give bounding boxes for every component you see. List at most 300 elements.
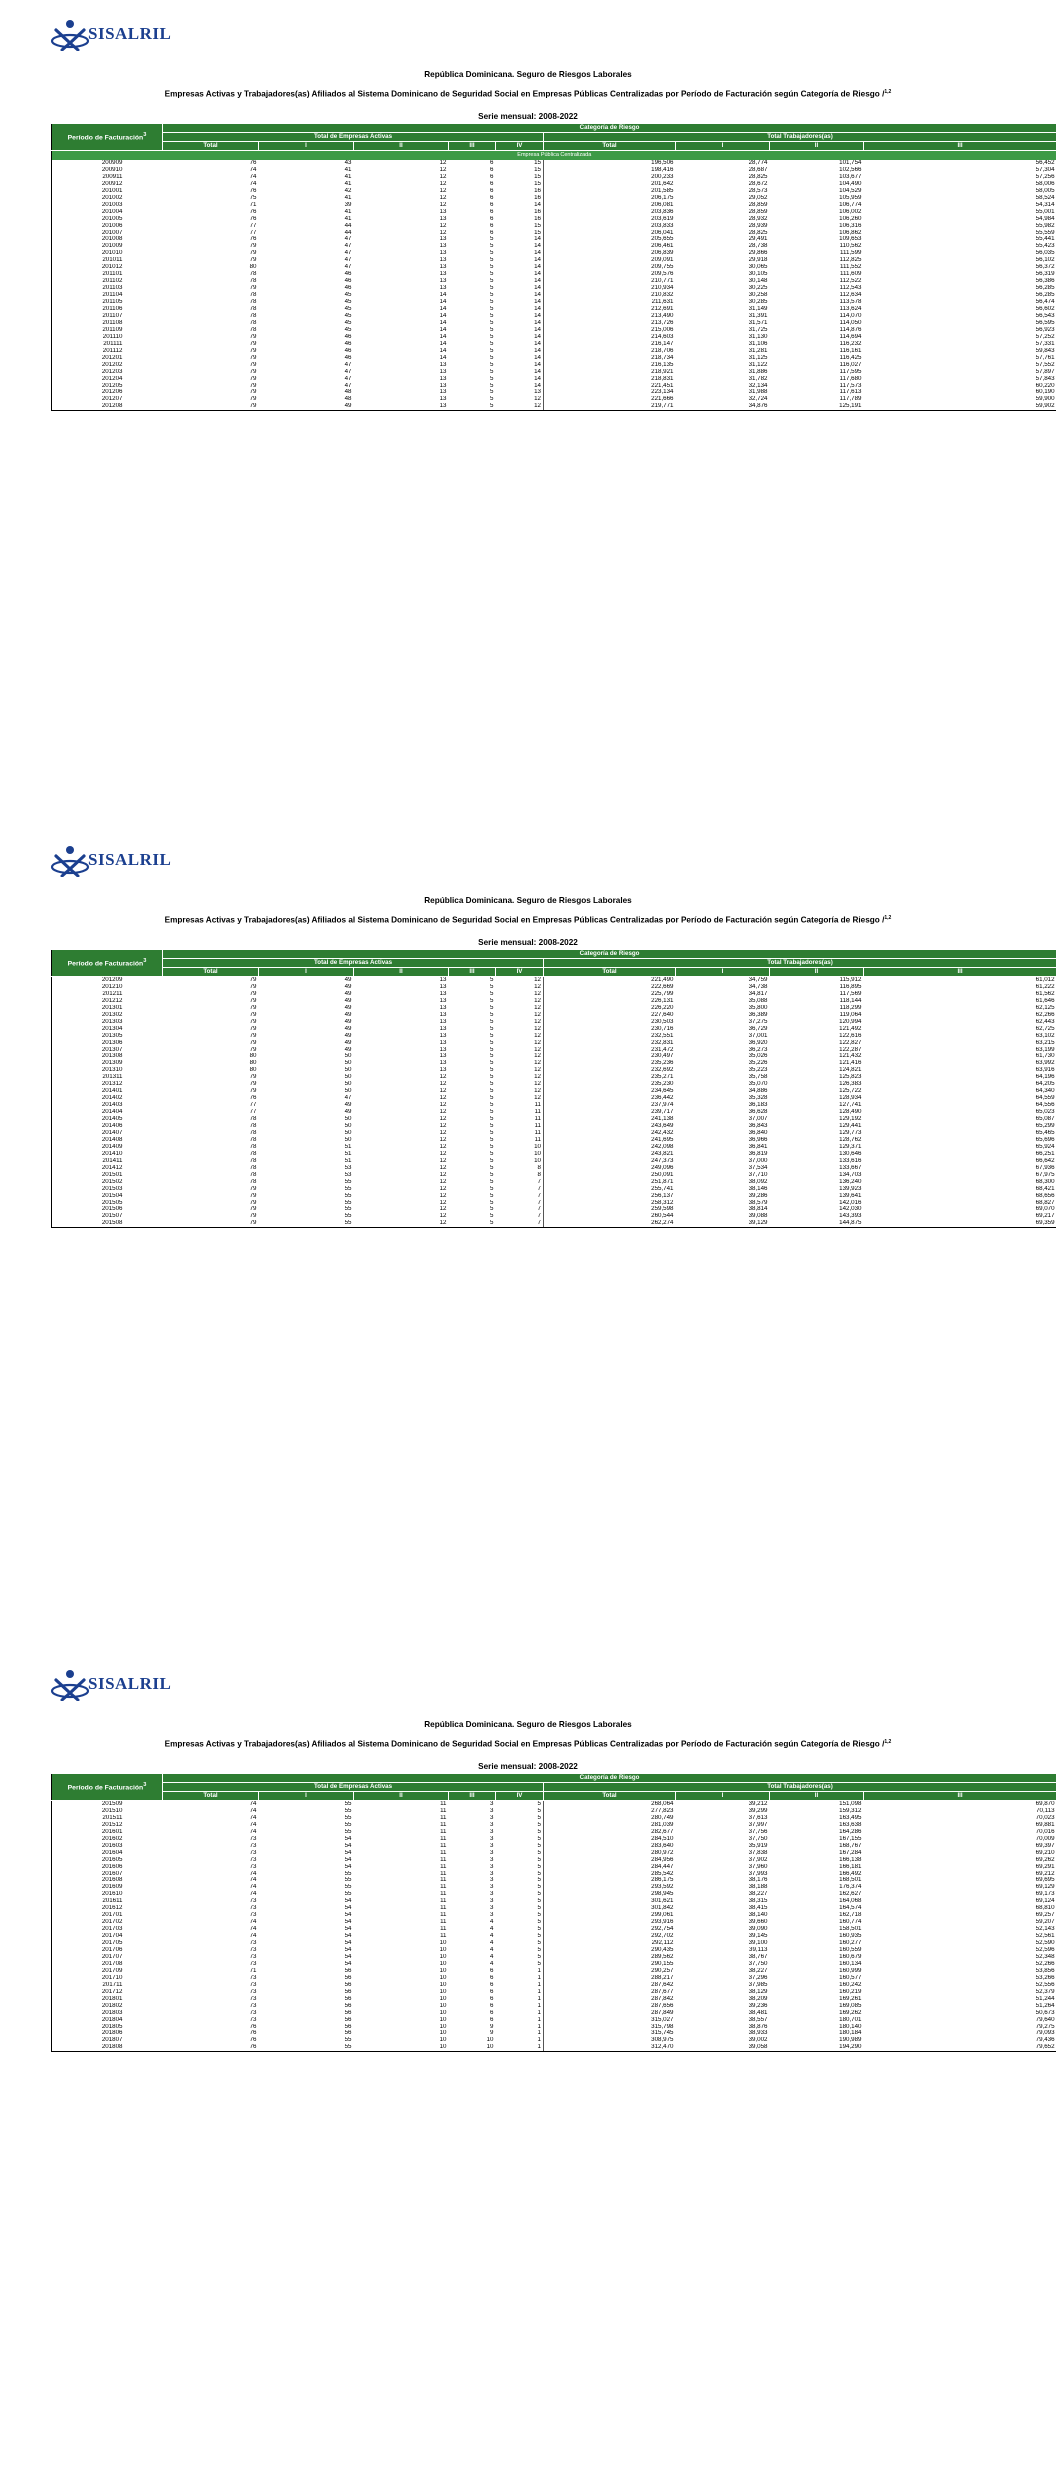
table-cell: 15: [496, 160, 544, 167]
table-cell: 133,616: [770, 1158, 864, 1165]
table-cell: 5: [449, 1158, 496, 1165]
table-cell: 38,227: [676, 1968, 770, 1975]
table-row: [52, 334, 1056, 341]
table-cell: 53: [259, 1172, 354, 1179]
table-cell: 74: [163, 1919, 259, 1926]
table-cell: 6: [449, 202, 496, 209]
table-cell: 163,638: [770, 1822, 864, 1829]
table-cell: 45: [259, 299, 354, 306]
table-cell: 13: [354, 1060, 449, 1067]
table-row: [52, 2024, 1056, 2031]
table-cell: 130,646: [770, 1151, 864, 1158]
table-cell: 3: [449, 1829, 496, 1836]
table-cell: 14: [496, 257, 544, 264]
table-cell: 292,754: [544, 1926, 676, 1933]
table-cell: 3: [449, 1884, 496, 1891]
table-cell: 62,443: [864, 1019, 1056, 1026]
table-row: [52, 285, 1056, 292]
table-cell: 38,227: [676, 1891, 770, 1898]
workers-col-header: III: [864, 968, 1056, 977]
table-cell: 47: [259, 236, 354, 243]
table-cell: 213,726: [544, 320, 676, 327]
table-cell: 34,876: [676, 403, 770, 410]
table-cell: 201304: [52, 1026, 163, 1033]
table-row: [52, 1968, 1056, 1975]
table-cell: 12: [354, 223, 449, 230]
table-cell: 104,529: [770, 188, 864, 195]
table-cell: 249,096: [544, 1165, 676, 1172]
table-cell: 226,131: [544, 998, 676, 1005]
table-cell: 78: [163, 1123, 259, 1130]
table-cell: 118,299: [770, 1005, 864, 1012]
table-cell: 49: [259, 977, 354, 984]
table-cell: 79: [163, 1026, 259, 1033]
category-header: Categoría de Riesgo: [163, 124, 1056, 133]
table-row: [52, 376, 1056, 383]
table-cell: 39,145: [676, 1933, 770, 1940]
table-cell: 45: [259, 313, 354, 320]
table-cell: 32,724: [676, 396, 770, 403]
table-cell: 49: [259, 991, 354, 998]
table-cell: 69,695: [864, 1877, 1056, 1884]
table-cell: 159,312: [770, 1808, 864, 1815]
section-row: [52, 151, 1056, 161]
table-cell: 243,821: [544, 1151, 676, 1158]
table-cell: 80: [163, 1067, 259, 1074]
table-cell: 5: [496, 1857, 544, 1864]
table-cell: 78: [163, 299, 259, 306]
table-cell: 12: [496, 1040, 544, 1047]
table-cell: 31,106: [676, 341, 770, 348]
table-cell: 201703: [52, 1926, 163, 1933]
table-cell: 5: [496, 1947, 544, 1954]
table-cell: 5: [496, 1836, 544, 1843]
table-cell: 79: [163, 250, 259, 257]
table-cell: 201804: [52, 2017, 163, 2024]
table-cell: 9: [449, 2024, 496, 2031]
table-row: [52, 977, 1056, 984]
table-cell: 5: [449, 264, 496, 271]
table-cell: 3: [449, 1857, 496, 1864]
table-cell: 5: [449, 1047, 496, 1054]
table-row: [52, 1954, 1056, 1961]
table-cell: 70,016: [864, 1829, 1056, 1836]
table-cell: 287,677: [544, 1989, 676, 1996]
table-cell: 49: [259, 1019, 354, 1026]
table-cell: 111,552: [770, 264, 864, 271]
table-cell: 54: [259, 1954, 354, 1961]
table-cell: 125,722: [770, 1088, 864, 1095]
table-cell: 68,421: [864, 1186, 1056, 1193]
table-row: [52, 250, 1056, 257]
table-cell: 12: [354, 1102, 449, 1109]
table-cell: 292,702: [544, 1933, 676, 1940]
table-cell: 5: [449, 1206, 496, 1213]
table-cell: 209,091: [544, 257, 676, 264]
table-cell: 14: [496, 362, 544, 369]
table-row: [52, 1905, 1056, 1912]
table-cell: 121,492: [770, 1026, 864, 1033]
table-cell: 7: [496, 1206, 544, 1213]
table-cell: 201601: [52, 1829, 163, 1836]
table-cell: 201008: [52, 236, 163, 243]
table-cell: 133,667: [770, 1165, 864, 1172]
companies-col-header: II: [354, 1792, 449, 1801]
table-cell: 69,397: [864, 1843, 1056, 1850]
table-cell: 117,595: [770, 369, 864, 376]
table-cell: 203,836: [544, 209, 676, 216]
table-cell: 4: [449, 1961, 496, 1968]
table-cell: 13: [354, 984, 449, 991]
table-cell: 6: [449, 2017, 496, 2024]
table-cell: 79: [163, 1206, 259, 1213]
table-cell: 69,262: [864, 1857, 1056, 1864]
table-cell: 13: [354, 1012, 449, 1019]
table-cell: 201405: [52, 1116, 163, 1123]
table-cell: 58,524: [864, 195, 1056, 202]
table-cell: 14: [496, 202, 544, 209]
table-cell: 38,129: [676, 1989, 770, 1996]
table-cell: 201412: [52, 1165, 163, 1172]
table-cell: 6: [449, 1996, 496, 2003]
table-cell: 54: [259, 1850, 354, 1857]
risk-category-table: [51, 1773, 1056, 2052]
table-row: [52, 1060, 1056, 1067]
table-cell: 13: [354, 236, 449, 243]
table-cell: 65,023: [864, 1109, 1056, 1116]
table-cell: 235,230: [544, 1081, 676, 1088]
table-cell: 219,771: [544, 403, 676, 410]
table-cell: 5: [496, 1815, 544, 1822]
table-cell: 256,137: [544, 1193, 676, 1200]
table-cell: 11: [354, 1871, 449, 1878]
table-cell: 57,304: [864, 167, 1056, 174]
table-cell: 5: [449, 369, 496, 376]
table-cell: 15: [496, 230, 544, 237]
sisalril-logo: [50, 1667, 171, 1701]
table-cell: 11: [354, 1829, 449, 1836]
table-cell: 12: [496, 1088, 544, 1095]
table-row: [52, 1151, 1056, 1158]
table-cell: 76: [163, 209, 259, 216]
table-cell: 5: [449, 1067, 496, 1074]
table-cell: 52,590: [864, 1940, 1056, 1947]
table-cell: 5: [449, 1040, 496, 1047]
table-cell: 11: [496, 1123, 544, 1130]
table-row: [52, 1996, 1056, 2003]
table-cell: 79: [163, 396, 259, 403]
table-row: [52, 292, 1056, 299]
table-cell: 46: [259, 271, 354, 278]
table-cell: 5: [449, 396, 496, 403]
table-cell: 200911: [52, 174, 163, 181]
table-cell: 74: [163, 1801, 259, 1808]
table-cell: 58,005: [864, 188, 1056, 195]
table-cell: 56: [259, 2024, 354, 2031]
table-cell: 201106: [52, 306, 163, 313]
table-cell: 5: [449, 1144, 496, 1151]
table-cell: 160,134: [770, 1961, 864, 1968]
table-cell: 258,312: [544, 1200, 676, 1207]
table-cell: 201710: [52, 1975, 163, 1982]
table-cell: 12: [354, 1193, 449, 1200]
table-cell: 14: [354, 299, 449, 306]
table-cell: 12: [496, 1081, 544, 1088]
table-cell: 38,557: [676, 2017, 770, 2024]
table-cell: 101,754: [770, 160, 864, 167]
table-cell: 12: [354, 167, 449, 174]
table-cell: 112,543: [770, 285, 864, 292]
table-cell: 5: [496, 1864, 544, 1871]
table-cell: 30,258: [676, 292, 770, 299]
table-cell: 35,226: [676, 1060, 770, 1067]
table-cell: 5: [449, 355, 496, 362]
table-cell: 54,314: [864, 202, 1056, 209]
table-cell: 11: [354, 1877, 449, 1884]
workers-header: Total Trabajadores(as): [544, 133, 1056, 142]
table-cell: 282,677: [544, 1829, 676, 1836]
table-cell: 79,275: [864, 2024, 1056, 2031]
table-cell: 230,503: [544, 1019, 676, 1026]
table-cell: 49: [259, 1033, 354, 1040]
table-cell: 37,534: [676, 1165, 770, 1172]
table-cell: 14: [354, 320, 449, 327]
table-cell: 213,490: [544, 313, 676, 320]
table-cell: 78: [163, 327, 259, 334]
table-cell: 31,130: [676, 334, 770, 341]
table-cell: 56,372: [864, 264, 1056, 271]
table-cell: 200912: [52, 181, 163, 188]
table-cell: 6: [449, 167, 496, 174]
table-cell: 5: [496, 1912, 544, 1919]
companies-col-header: III: [449, 1792, 496, 1801]
table-cell: 46: [259, 341, 354, 348]
table-cell: 49: [259, 1109, 354, 1116]
table-cell: 56,386: [864, 278, 1056, 285]
table-cell: 56,543: [864, 313, 1056, 320]
table-cell: 200,233: [544, 174, 676, 181]
table-cell: 56,602: [864, 306, 1056, 313]
table-cell: 201701: [52, 1912, 163, 1919]
table-cell: 12: [496, 1067, 544, 1074]
table-cell: 13: [354, 362, 449, 369]
table-cell: 55: [259, 2037, 354, 2044]
table-cell: 10: [354, 1940, 449, 1947]
table-cell: 201207: [52, 396, 163, 403]
table-cell: 223,134: [544, 389, 676, 396]
table-cell: 5: [496, 1877, 544, 1884]
table-cell: 242,098: [544, 1144, 676, 1151]
table-cell: 48: [259, 389, 354, 396]
table-cell: 6: [449, 2003, 496, 2010]
table-cell: 12: [354, 1116, 449, 1123]
table-cell: 12: [496, 984, 544, 991]
table-cell: 38,146: [676, 1186, 770, 1193]
table-cell: 14: [496, 313, 544, 320]
table-cell: 12: [496, 1060, 544, 1067]
table-cell: 79: [163, 998, 259, 1005]
table-cell: 78: [163, 320, 259, 327]
table-cell: 45: [259, 292, 354, 299]
table-cell: 47: [259, 264, 354, 271]
table-cell: 16: [496, 188, 544, 195]
table-cell: 163,495: [770, 1815, 864, 1822]
table-cell: 201007: [52, 230, 163, 237]
table-cell: 16: [496, 209, 544, 216]
table-cell: 201708: [52, 1961, 163, 1968]
table-cell: 201410: [52, 1151, 163, 1158]
table-cell: 201208: [52, 403, 163, 410]
table-row: [52, 1884, 1056, 1891]
table-cell: 34,817: [676, 991, 770, 998]
table-cell: 12: [354, 1220, 449, 1227]
table-cell: 5: [496, 1919, 544, 1926]
table-cell: 210,832: [544, 292, 676, 299]
table-cell: 78: [163, 1172, 259, 1179]
table-row: [52, 1829, 1056, 1836]
table-cell: 39: [259, 202, 354, 209]
table-cell: 201108: [52, 320, 163, 327]
table-row: [52, 1864, 1056, 1871]
table-cell: 160,999: [770, 1968, 864, 1975]
table-cell: 1: [496, 1989, 544, 1996]
table-cell: 15: [496, 181, 544, 188]
table-cell: 62,125: [864, 1005, 1056, 1012]
table-cell: 287,642: [544, 1982, 676, 1989]
table-cell: 114,694: [770, 334, 864, 341]
table-cell: 201011: [52, 257, 163, 264]
table-cell: 3: [449, 1822, 496, 1829]
table-row: [52, 230, 1056, 237]
table-cell: 5: [496, 1940, 544, 1947]
table-cell: 4: [449, 1947, 496, 1954]
table-cell: 79: [163, 1019, 259, 1026]
table-cell: 12: [354, 1081, 449, 1088]
table-cell: 31,391: [676, 313, 770, 320]
table-cell: 120,994: [770, 1019, 864, 1026]
table-cell: 201,642: [544, 181, 676, 188]
table-cell: 216,147: [544, 341, 676, 348]
table-row: [52, 2010, 1056, 2017]
table-cell: 73: [163, 1961, 259, 1968]
table-cell: 117,613: [770, 389, 864, 396]
table-cell: 66,642: [864, 1158, 1056, 1165]
table-cell: 5: [449, 383, 496, 390]
report-subtitle: Empresas Activas y Trabajadores(as) Afiliados al Sistema Dominicano de Seguridad Social en Empresas Públicas Centralizadas por Período de Facturación según Categoría de Riesgo /$^{1,2}$: [0, 1739, 1056, 1749]
table-cell: 103,677: [770, 174, 864, 181]
table-cell: 37,750: [676, 1961, 770, 1968]
companies-col-header: III: [449, 968, 496, 977]
table-cell: 111,609: [770, 271, 864, 278]
table-cell: 6: [449, 160, 496, 167]
table-cell: 201808: [52, 2044, 163, 2051]
table-cell: 235,236: [544, 1060, 676, 1067]
table-cell: 77: [163, 1109, 259, 1116]
table-cell: 78: [163, 1165, 259, 1172]
table-cell: 1: [496, 2010, 544, 2017]
table-cell: 49: [259, 1026, 354, 1033]
table-cell: 74: [163, 1926, 259, 1933]
table-cell: 80: [163, 1060, 259, 1067]
companies-header: Total de Empresas Activas: [163, 959, 544, 968]
table-cell: 10: [354, 1975, 449, 1982]
table-cell: 5: [449, 376, 496, 383]
table-cell: 79: [163, 984, 259, 991]
table-cell: 78: [163, 1144, 259, 1151]
table-cell: 201608: [52, 1877, 163, 1884]
table-cell: 47: [259, 250, 354, 257]
table-cell: 57,843: [864, 376, 1056, 383]
table-row: [52, 209, 1056, 216]
table-cell: 74: [163, 1829, 259, 1836]
table-cell: 52,596: [864, 1947, 1056, 1954]
workers-col-header: II: [770, 968, 864, 977]
table-cell: 7: [496, 1200, 544, 1207]
table-cell: 13: [354, 250, 449, 257]
table-cell: 5: [449, 1012, 496, 1019]
table-cell: 129,773: [770, 1130, 864, 1137]
table-cell: 56: [259, 1968, 354, 1975]
table-cell: 129,371: [770, 1144, 864, 1151]
table-row: [52, 257, 1056, 264]
table-cell: 37,985: [676, 1982, 770, 1989]
table-cell: 49: [259, 1012, 354, 1019]
table-cell: 209,755: [544, 264, 676, 271]
table-cell: 260,544: [544, 1213, 676, 1220]
table-cell: 5: [449, 271, 496, 278]
table-cell: 259,598: [544, 1206, 676, 1213]
table-cell: 201103: [52, 285, 163, 292]
table-row: [52, 1033, 1056, 1040]
table-cell: 14: [496, 369, 544, 376]
table-cell: 13: [354, 1053, 449, 1060]
table-cell: 5: [449, 1095, 496, 1102]
table-cell: 129,192: [770, 1116, 864, 1123]
table-cell: 106,316: [770, 223, 864, 230]
table-cell: 280,972: [544, 1850, 676, 1857]
table-cell: 13: [354, 1026, 449, 1033]
table-cell: 73: [163, 2003, 259, 2010]
table-cell: 74: [163, 1871, 259, 1878]
table-row: [52, 1961, 1056, 1968]
table-cell: 212,691: [544, 306, 676, 313]
table-cell: 54: [259, 1912, 354, 1919]
table-cell: 5: [449, 1137, 496, 1144]
table-row: [52, 160, 1056, 167]
table-cell: 226,220: [544, 1005, 676, 1012]
table-cell: 210,934: [544, 285, 676, 292]
table-cell: 6: [449, 209, 496, 216]
table-cell: 201802: [52, 2003, 163, 2010]
table-cell: 32,134: [676, 383, 770, 390]
table-cell: 63,916: [864, 1067, 1056, 1074]
table-cell: 11: [354, 1815, 449, 1822]
table-cell: 38,579: [676, 1200, 770, 1207]
report-subtitle: Empresas Activas y Trabajadores(as) Afiliados al Sistema Dominicano de Seguridad Social en Empresas Públicas Centralizadas por Período de Facturación según Categoría de Riesgo /$^{1,2}$: [0, 89, 1056, 99]
table-cell: 201406: [52, 1123, 163, 1130]
table-cell: 41: [259, 167, 354, 174]
table-cell: 6: [449, 195, 496, 202]
table-cell: 11: [354, 1898, 449, 1905]
table-cell: 74: [163, 181, 259, 188]
table-cell: 10: [496, 1144, 544, 1151]
table-cell: 160,679: [770, 1954, 864, 1961]
table-cell: 292,112: [544, 1940, 676, 1947]
table-cell: 12: [354, 1137, 449, 1144]
table-cell: 54,984: [864, 216, 1056, 223]
table-cell: 13: [354, 264, 449, 271]
table-cell: 59,902: [864, 403, 1056, 410]
